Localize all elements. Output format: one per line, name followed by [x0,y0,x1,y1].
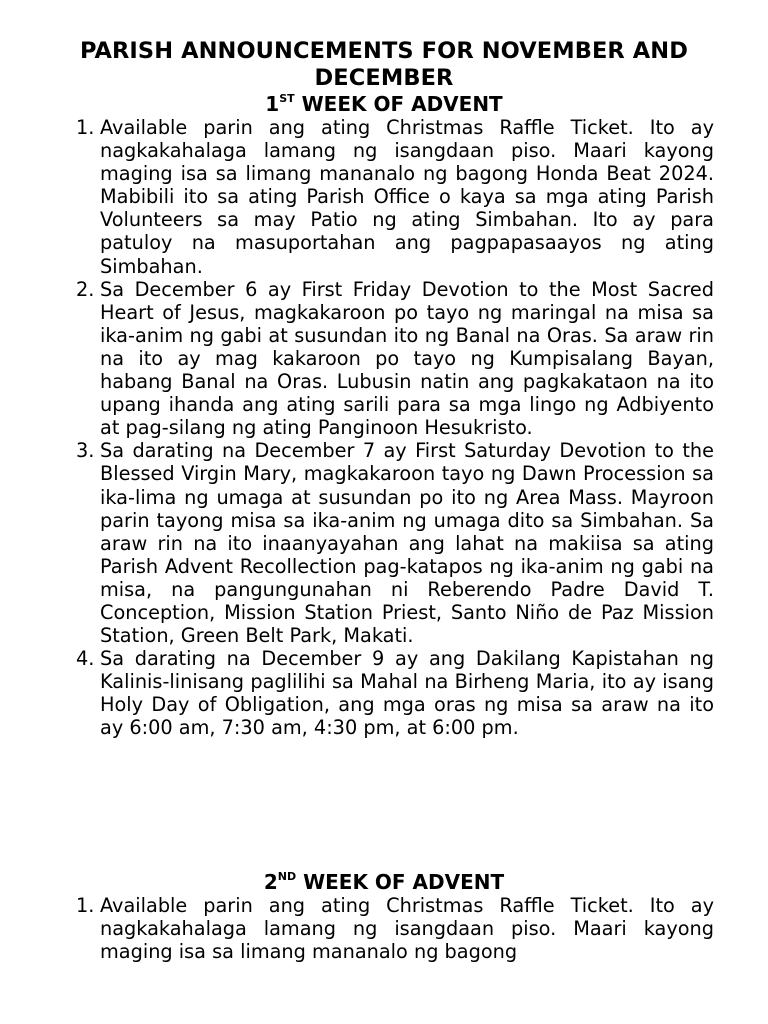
announcement-item [0,278,714,440]
item-number: 2. [76,277,95,301]
week-2-announcement-list [0,894,768,963]
announcement-item [0,647,714,739]
item-text: Available parin ang ating Christmas Raffle Ticket. Ito ay nagkakahalaga lamang ng isangdaan piso. Maari kayong maging isa sa limang mananalo ng bagong [100,894,714,964]
week-heading-1 [0,92,768,116]
item-text: Sa darating na December 7 ay First Saturday Devotion to the Blessed Virgin Mary, magkakaroon tayo ng Dawn Procession sa ika-lima ng umaga at susundan po ito ng Area Mass. Mayroon parin tayong misa sa ika-anim ng umaga dito sa Simbahan. Sa araw rin na ito inaanyayahan ang lahat na makiisa sa ating Parish Advent Recollection pag-katapos ng ika-anim ng gabi na misa, na pangungunahan ni Reberendo Padre David T. Conception, Mission Station Priest, Santo Niño de Paz Mission Station, Green Belt Park, Makati. [100,439,714,648]
item-number: 1. [76,894,95,917]
week-heading-text: WEEK OF ADVENT [294,92,503,116]
announcement-item [0,439,714,647]
week-heading-ordinal: ND [277,870,297,884]
item-text: Sa darating na December 9 ay ang Dakilang Kapistahan ng Kalinis-linisang paglilihi sa Mahal na Birheng Maria, ito ay isang Holy Day of Obligation, ang mga oras ng misa sa araw na ito ay 6:00 am, 7:30 am, 4:30 pm, at 6:00 pm. [100,647,714,740]
announcement-item [0,894,714,963]
week-heading-text: WEEK OF ADVENT [296,870,505,894]
item-number: 3. [76,439,95,463]
item-number: 1. [76,116,95,139]
item-number: 4. [76,647,95,671]
week-heading-number: 2 [263,870,278,894]
document-title: PARISH ANNOUNCEMENTS FOR NOVEMBER AND DECEMBER [79,38,689,91]
item-text: Sa December 6 ay First Friday Devotion to the Most Sacred Heart of Jesus, magkakaroon po tayo ng maringal na misa sa ika-anim ng gabi at susundan ito ng Banal na Oras. Sa araw rin na ito ay mag kakaroon po tayo ng Kumpisalang Bayan, habang Banal na Oras. Lubusin natin ang pagkakataon na ito upang ihanda ang ating sarili para sa mga lingo ng Adbiyento at pag-silang ng ating Panginoon Hesukristo. [100,277,714,440]
week-heading-number: 1 [265,92,280,116]
week-heading-ordinal: ST [279,92,295,106]
item-text: Available parin ang ating Christmas Raffle Ticket. Ito ay nagkakahalaga lamang ng isangdaan piso. Maari kayong maging isa sa limang mananalo ng bagong Honda Beat 2024. Mabibili ito sa ating Parish Office o kaya sa mga ating Parish Volunteers sa may Patio ng ating Simbahan. Ito ay para patuloy na masuportahan ang pagpapasaayos ng ating Simbahan. [100,116,714,278]
week-heading-2 [0,870,768,894]
announcement-item [0,116,714,278]
week-1-announcement-list [0,116,768,740]
